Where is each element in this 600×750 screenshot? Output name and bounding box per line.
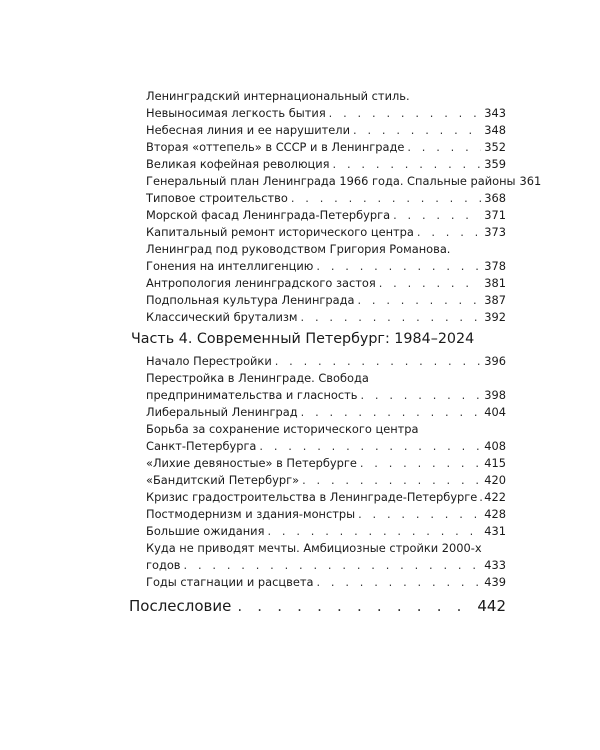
toc-entry (146, 122, 506, 139)
dot-leader (259, 438, 481, 455)
dot-leader (275, 353, 482, 370)
toc-entry (146, 258, 506, 275)
toc-entry-title: Невыносимая легкость бытия (146, 106, 326, 120)
toc-entry-page: 378 (484, 259, 506, 273)
toc-part3-list (146, 88, 542, 326)
dot-leader (360, 455, 481, 472)
dot-leader (329, 105, 482, 122)
toc-entry-page: 422 (484, 490, 506, 504)
toc-entry-title: Генеральный план Ленинграда 1966 года. Спальные районы (146, 174, 516, 188)
toc-entry (146, 557, 506, 574)
dot-leader (267, 523, 481, 540)
toc-entry (146, 523, 506, 540)
dot-leader (333, 156, 482, 173)
toc-entry-page: 420 (484, 473, 506, 487)
toc-entry (146, 292, 506, 309)
toc-entry (146, 540, 506, 557)
dot-leader (237, 597, 471, 615)
toc-part4-heading: Часть 4. Современный Петербург: 1984–2024 (131, 331, 475, 347)
toc-entry-page: 361 (519, 174, 542, 188)
dot-leader (360, 387, 481, 404)
dot-leader (407, 139, 481, 156)
toc-entry-title: Постмодернизм и здания-монстры (146, 507, 356, 521)
dot-leader (301, 309, 482, 326)
toc-entry-title: Классический брутализм (146, 310, 298, 324)
toc-entry-page: 371 (484, 208, 506, 222)
dot-leader (353, 122, 481, 139)
toc-entry-title: Небесная линия и ее нарушители (146, 123, 350, 137)
toc-entry-title: Гонения на интеллигенцию (146, 259, 314, 273)
toc-entry-page: 396 (484, 354, 506, 368)
toc-entry-title: предпринимательства и гласность (146, 388, 358, 402)
toc-entry-title: годов (146, 558, 181, 572)
toc-entry-page: 404 (484, 405, 506, 419)
toc-entry (146, 275, 506, 292)
toc-entry-page: 408 (484, 439, 506, 453)
toc-entry-title: «Лихие девяностые» в Петербурге (146, 456, 357, 470)
toc-entry (146, 353, 506, 370)
toc-entry (146, 421, 506, 438)
toc-entry-page: 431 (484, 524, 506, 538)
toc-part4-list (146, 353, 506, 591)
dot-leader (301, 404, 482, 421)
toc-entry (146, 139, 506, 156)
toc-entry (146, 370, 506, 387)
toc-entry-page: 352 (484, 140, 506, 154)
toc-entry (146, 224, 506, 241)
toc-entry-page: 439 (484, 575, 506, 589)
toc-entry (146, 489, 506, 506)
toc-entry-page: 392 (484, 310, 506, 324)
toc-entry (146, 173, 542, 190)
dot-leader (316, 258, 481, 275)
toc-entry-title: Антропология ленинградского застоя (146, 276, 376, 290)
toc-entry (146, 105, 506, 122)
toc-entry-page: 368 (484, 191, 506, 205)
dot-leader (316, 574, 481, 591)
toc-entry-title: Либеральный Ленинград (146, 405, 298, 419)
toc-entry-title: Борьба за сохранение исторического центра (146, 422, 419, 436)
toc-entry-title: Капитальный ремонт исторического центра (146, 225, 414, 239)
toc-entry (146, 241, 506, 258)
toc-entry (146, 455, 506, 472)
toc-entry (146, 404, 506, 421)
toc-entry (146, 88, 506, 105)
toc-entry (146, 309, 506, 326)
toc-entry-page: 381 (484, 276, 506, 290)
toc-entry (146, 190, 506, 207)
toc-entry (146, 506, 506, 523)
dot-leader (393, 207, 481, 224)
toc-entry-page: 398 (484, 388, 506, 402)
toc-entry-page: 433 (484, 558, 506, 572)
toc-entry (146, 387, 506, 404)
toc-entry-page: 359 (484, 157, 506, 171)
toc-entry-title: Начало Перестройки (146, 354, 272, 368)
toc-entry-page: 343 (484, 106, 506, 120)
dot-leader (417, 224, 481, 241)
dot-leader (184, 557, 482, 574)
dot-leader (358, 506, 481, 523)
toc-entry-title: Большие ожидания (146, 524, 265, 538)
toc-entry-title: Санкт-Петербурга (146, 439, 257, 453)
toc-entry-page: 348 (484, 123, 506, 137)
toc-entry (146, 574, 506, 591)
toc-entry-title: Великая кофейная революция (146, 157, 330, 171)
toc-entry-page: 373 (484, 225, 506, 239)
toc-entry-page: 387 (484, 293, 506, 307)
toc-entry-title: Морской фасад Ленинграда-Петербурга (146, 208, 391, 222)
toc-entry-title: «Бандитский Петербург» (146, 473, 300, 487)
toc-entry-title: Ленинград под руководством Григория Романова. (146, 242, 451, 256)
toc-entry (146, 472, 506, 489)
toc-entry (146, 207, 506, 224)
dot-leader (302, 472, 481, 489)
toc-entry-title: Вторая «оттепель» в СССР и в Ленинграде (146, 140, 405, 154)
toc-entry-page: 428 (484, 507, 506, 521)
toc-entry-title: Куда не приводят мечты. Амбициозные стройки 2000-х (146, 541, 482, 555)
toc-entry-title: Подпольная культура Ленинграда (146, 293, 355, 307)
afterword-title: Послесловие (129, 597, 232, 615)
dot-leader (379, 275, 482, 292)
toc-entry-title: Типовое строительство (146, 191, 288, 205)
toc-entry-title: Кризис градостроительства в Ленинграде-Петербурге (146, 490, 478, 504)
toc-entry-title: Ленинградский интернациональный стиль. (146, 89, 410, 103)
toc-entry (146, 438, 506, 455)
toc-entry (146, 156, 506, 173)
dot-leader (291, 190, 481, 207)
dot-leader (357, 292, 481, 309)
toc-afterword (129, 597, 506, 615)
toc-entry-title: Перестройка в Ленинграде. Свобода (146, 371, 369, 385)
afterword-page: 442 (477, 597, 506, 615)
toc-entry-title: Годы стагнации и расцвета (146, 575, 314, 589)
dot-leader (479, 489, 482, 506)
toc-entry-page: 415 (484, 456, 506, 470)
